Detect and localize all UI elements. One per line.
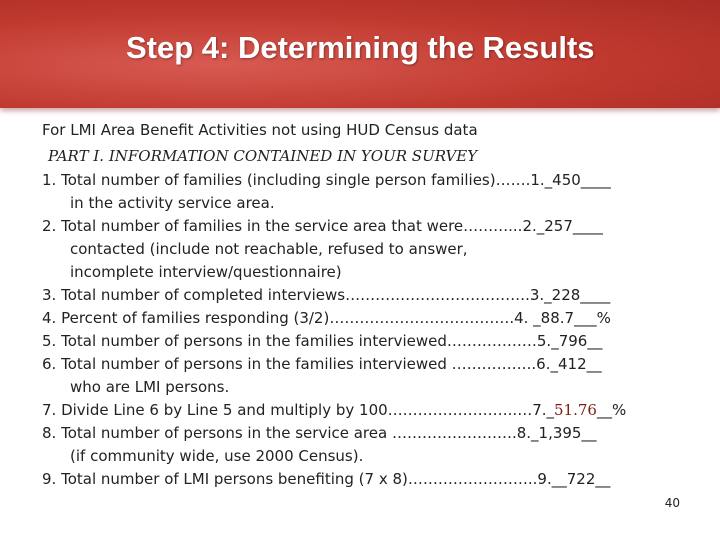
item-9-line1: 9. Total number of LMI persons benefiting (7 x 8)……………………..9.__722__ xyxy=(42,470,611,488)
item-6-line1: 6. Total number of persons in the families interviewed ……………..6._412__ xyxy=(42,355,602,373)
part-title: PART I. INFORMATION CONTAINED IN YOUR SURVEY xyxy=(48,147,478,165)
item-7-value: 51.76 xyxy=(554,401,597,419)
item-8-line1: 8. Total number of persons in the service area …………………….8._1,395__ xyxy=(42,424,597,442)
slide-title: Step 4: Determining the Results xyxy=(126,30,595,65)
item-6-line2: who are LMI persons. xyxy=(70,378,230,396)
page-number: 40 xyxy=(664,496,680,510)
item-8-line2: (if community wide, use 2000 Census). xyxy=(70,447,364,465)
item-5-line1: 5. Total number of persons in the families interviewed………………5._796__ xyxy=(42,332,603,350)
item-7-prefix: 7. Divide Line 6 by Line 5 and multiply by 100……………………..…7._ xyxy=(42,401,555,419)
item-7-line1 xyxy=(42,400,626,420)
header-banner xyxy=(0,0,720,108)
item-4-line1: 4. Percent of families responding (3/2)……………………………….4. _88.7___% xyxy=(42,309,611,327)
item-3-line1: 3. Total number of completed interviews……………………………….3._228____ xyxy=(42,286,611,304)
item-1-line2: in the activity service area. xyxy=(70,194,275,212)
item-2-line2: contacted (include not reachable, refused to answer, xyxy=(70,240,468,258)
item-1-line1: 1. Total number of families (including single person families)…….1._450____ xyxy=(42,171,611,189)
intro-line: For LMI Area Benefit Activities not using HUD Census data xyxy=(42,121,478,139)
item-2-line1: 2. Total number of families in the service area that were………...2._257____ xyxy=(42,217,603,235)
item-2-line3: incomplete interview/questionnaire) xyxy=(70,263,342,281)
item-7-suffix: __% xyxy=(596,401,627,419)
